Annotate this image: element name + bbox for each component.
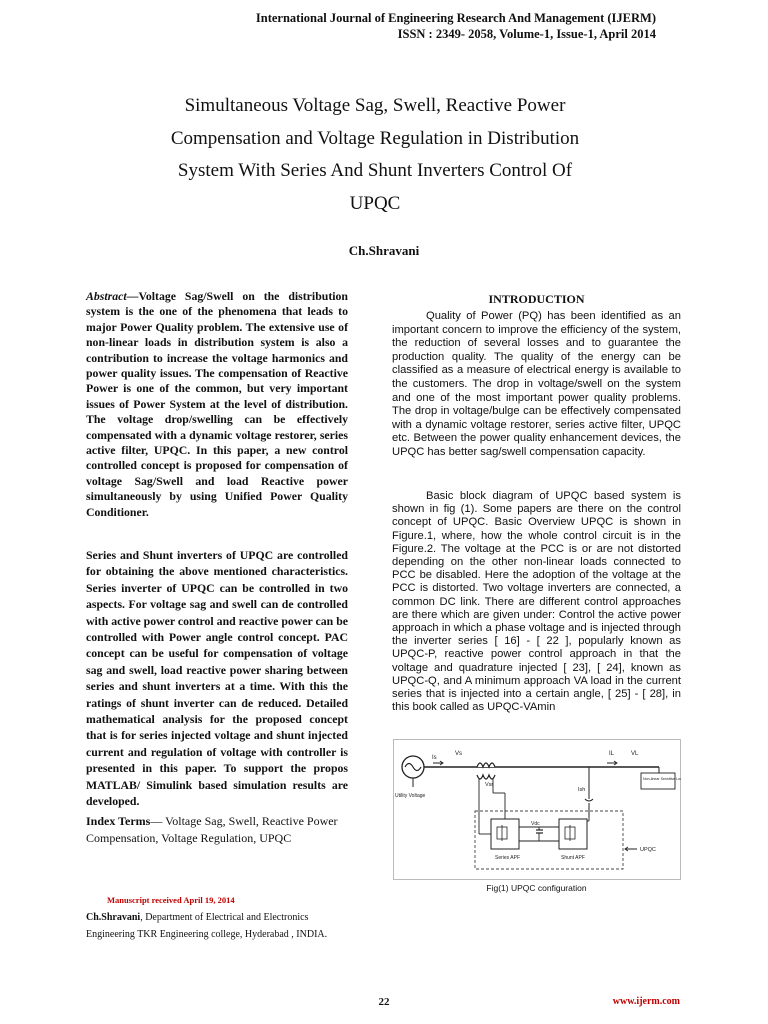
- page-number: 22: [378, 996, 390, 1008]
- author-affiliation: [86, 910, 348, 943]
- journal-name: International Journal of Engineering Research And Management (IJERM): [255, 11, 656, 25]
- index-terms-text: — Voltage Sag, Swell, Reactive Power Compensation, Voltage Regulation, UPQC: [86, 814, 338, 845]
- vdc-label: Vdc: [531, 821, 540, 827]
- title-line: UPQC: [349, 192, 401, 214]
- upqc-figure: [393, 739, 681, 880]
- figure-caption: Fig(1) UPQC configuration: [486, 883, 587, 893]
- paper-title: [100, 90, 650, 220]
- title-line: Simultaneous Voltage Sag, Swell, Reactive Power: [184, 95, 566, 116]
- journal-issn: ISSN : 2349- 2058, Volume-1, Issue-1, April 2014: [397, 27, 656, 41]
- series-transformer-icon: [477, 763, 495, 767]
- index-terms-label: Index Terms: [86, 814, 151, 828]
- index-terms: [86, 813, 348, 847]
- intro-text-2: Basic block diagram of UPQC based system is shown in fig (1). Some papers are there on the control concept of UPQC. Basic Overview UPQC is shown in Figure.1, where, how the whole control circuit is in the Figure.2. The voltage at the PCC is or are not distorted depending on the other non-linear loads connected to PCC be disabled. Here the adoption of the voltage at the PCC is distorted. Two voltage inverters are connected, a common DC link. There are different control approaches are there which are given under: Control the active power approach in which a phase voltage and is injected through the inverter series [ 16] - [ 22 ], popularly known as UPQC-P, reactive power control approach in that the voltage and quadrature injected [ 23], [ 24], known as UPQC-Q, and A minimum approach VA load in the current series that is injected into a certain angle, [ 25] - [ 28], in this book called as UPQC-VAmin: [392, 490, 681, 714]
- title-line: System With Series And Shunt Inverters Control Of: [177, 160, 573, 181]
- introduction-para-2: [392, 490, 681, 714]
- load-box: [641, 773, 675, 789]
- abstract-text-1: —Voltage Sag/Swell on the distribution system is the one of the phenomena that leads to major Power Quality problem. The extensive use of non-linear loads in distribution system is also a contribution to increase the voltage harmonics and power quality issues. The compensation of Reactive Power is one of the common, but very important issues of Power System at the level of distribution. The voltage drop/swelling can be effectively compensated with a dynamic voltage restorer, series active filter, UPQC. In this paper, a new control controlled concept is proposed for compensation of voltage Sag/Swell and load Reactive power simultaneously by using Unified Power Quality Conditioner.: [86, 289, 348, 519]
- journal-header: [256, 10, 656, 42]
- shunt-inverter-box: [559, 819, 587, 849]
- author-name: Ch.Shravani: [348, 243, 420, 258]
- introduction-heading: INTRODUCTION: [488, 292, 585, 306]
- utility-label: Utility Voltage: [395, 793, 426, 799]
- abstract-continued: [86, 547, 348, 810]
- shunt-apf-label: Shunt APF: [561, 855, 585, 861]
- abstract-para-1: [86, 289, 348, 520]
- vsr-label: Vsr: [485, 782, 494, 788]
- manuscript-received: Manuscript received April 19, 2014: [107, 895, 235, 905]
- affiliation-name: Ch.Shravani: [86, 912, 141, 923]
- intro-text-1: Quality of Power (PQ) has been identified as an important concern to improve the efficiency of the system, the reduction of several losses and to guarantee the production quality. The quality of the energy can be classified as a measure of electrical energy is available to the customers. The drop in voltage/swell on the system and one of the most important power quality problems. The drop in voltage/bulge can be effectively compensated with a dynamic voltage restorer, series active filter, UPQC etc. Between the power quality enhancement devices, the UPQC has better sag/swell compensation capacity.: [392, 310, 681, 458]
- series-inverter-box: [491, 819, 519, 849]
- journal-website[interactable]: www.ijerm.com: [612, 996, 680, 1007]
- upqc-label: UPQC: [640, 847, 656, 853]
- load-label: Non-linear Sensitive Load: [643, 777, 681, 781]
- abstract: [86, 289, 348, 520]
- ish-label: Ish: [578, 787, 586, 793]
- upqc-diagram: [393, 739, 681, 880]
- title-line: Compensation and Voltage Regulation in Distribution: [170, 127, 580, 149]
- series-apf-label: Series APF: [495, 855, 521, 861]
- abstract-text-2: Series and Shunt inverters of UPQC are controlled for obtaining the above mentioned characteristics. Series inverter of UPQC can be controlled in two aspects. For voltage sag and swell can de controlled with active power control and reactive power can be controlled with Power angle control concept. PAC concept can be useful for compensation of voltage sag and swell, load reactive power sharing between series and shunt inverters at a time. With this the ratings of shunt inverter can de reduced. Detailed mathematical analysis for the proposed concept that is for series injected voltage and shunt injected current and regulation of voltage with controller is presented in this paper. To support the propos MATLAB/ Simulink based simulation results are developed.: [86, 548, 348, 809]
- vs-label: Vs: [455, 751, 463, 757]
- affiliation-text: , Department of Electrical and Electronics Engineering TKR Engineering college, Hyderabad , INDIA.: [86, 912, 328, 940]
- vl-label: VL: [631, 751, 639, 757]
- is-label: Is: [432, 755, 437, 761]
- abstract-label: Abstract: [86, 289, 127, 303]
- introduction-para-1: [392, 310, 681, 460]
- il-label: IL: [609, 751, 615, 757]
